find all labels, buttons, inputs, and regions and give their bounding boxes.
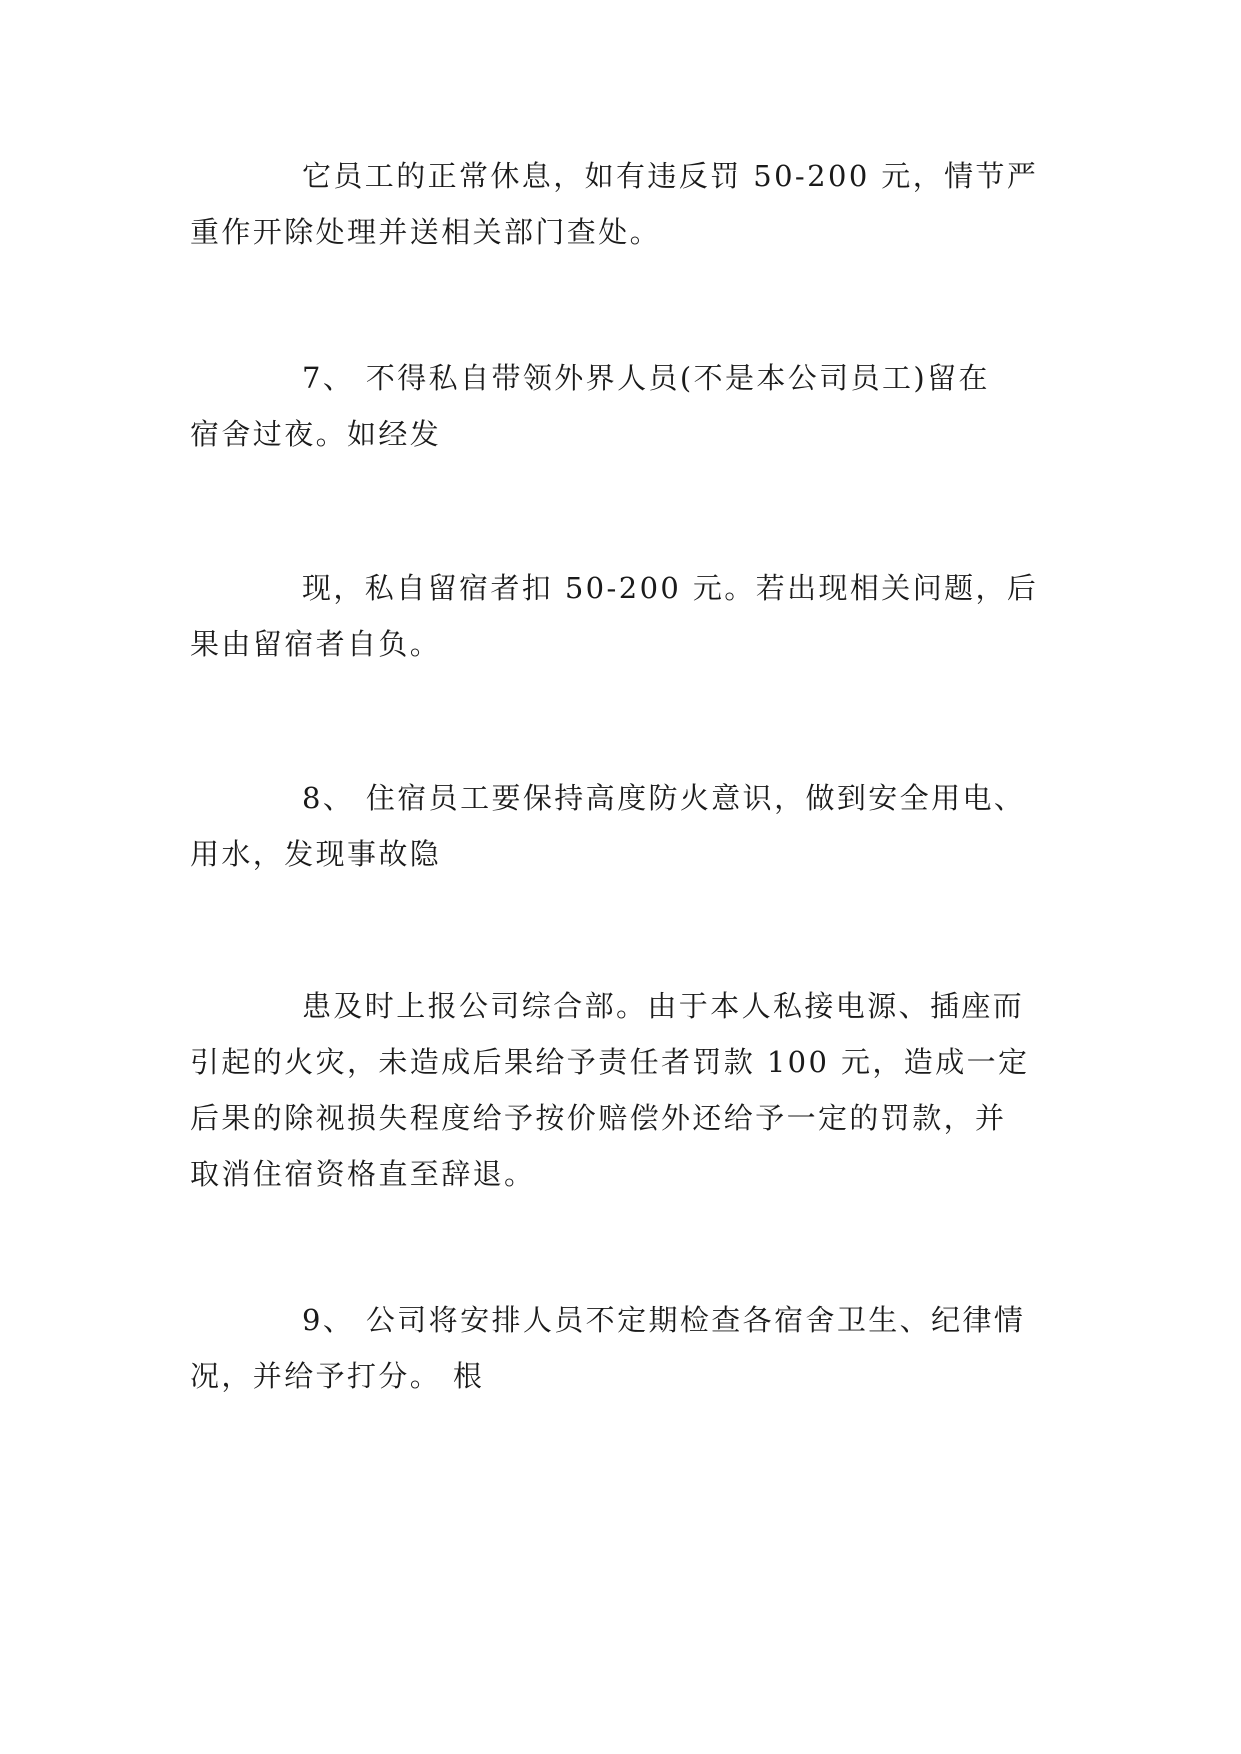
text-line: 取消住宿资格直至辞退。 bbox=[190, 1157, 536, 1191]
paragraph-2 bbox=[190, 350, 1052, 462]
text-line: 重作开除处理并送相关部门查处。 bbox=[190, 215, 662, 249]
paragraph-6 bbox=[190, 1292, 1052, 1404]
text-line: 后果的除视损失程度给予按价赔偿外还给予一定的罚款，并 bbox=[190, 1101, 1007, 1135]
text-line: 引起的火灾，未造成后果给予责任者罚款 100 元，造成一定 bbox=[190, 1045, 1030, 1079]
text-line: 现，私自留宿者扣 50-200 元。若出现相关问题，后 bbox=[302, 571, 1039, 605]
paragraph-1 bbox=[190, 148, 1052, 260]
paragraph-3 bbox=[190, 560, 1052, 672]
text-line: 用水，发现事故隐 bbox=[190, 837, 442, 871]
paragraph-5 bbox=[190, 978, 1052, 1202]
text-line: 宿舍过夜。如经发 bbox=[190, 417, 442, 451]
text-line: 况，并给予打分。 根 bbox=[190, 1359, 485, 1393]
text-line: 患及时上报公司综合部。由于本人私接电源、插座而 bbox=[302, 989, 1025, 1023]
paragraph-4 bbox=[190, 770, 1052, 882]
text-line: 8、 住宿员工要保持高度防火意识，做到安全用电、 bbox=[302, 781, 1026, 815]
text-line: 它员工的正常休息，如有违反罚 50-200 元，情节严 bbox=[302, 159, 1039, 193]
text-line: 7、 不得私自带领外界人员(不是本公司员工)留在 bbox=[302, 361, 990, 395]
text-line: 果由留宿者自负。 bbox=[190, 627, 442, 661]
text-line: 9、 公司将安排人员不定期检查各宿舍卫生、纪律情 bbox=[302, 1303, 1026, 1337]
